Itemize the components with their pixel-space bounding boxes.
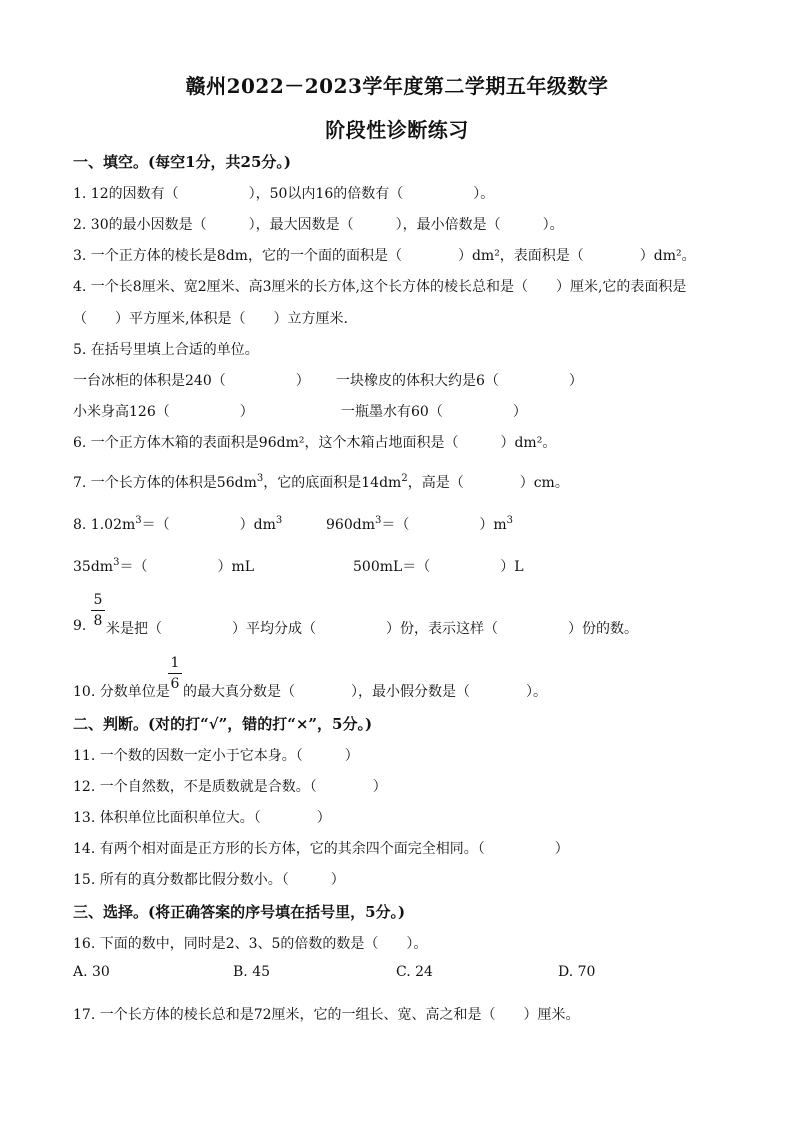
question-7-unit-1: dm (234, 475, 257, 491)
question-9-number: 9. (73, 618, 87, 634)
question-9: 米是把（ ）平均分成（ ）份，表示这样（ ）份的数。 (106, 621, 638, 637)
q8c-unit: dm (90, 559, 114, 575)
question-2: 2. 30的最小因数是（ ），最大因数是（ ），最小倍数是（ ）。 (73, 217, 564, 233)
question-17: 17. 一个长方体的棱长总和是72厘米，它的一组长、宽、高之和是（ ）厘米。 (73, 1007, 580, 1023)
q8a-unit: m (121, 517, 136, 533)
q8b-exp: 3 (374, 515, 382, 526)
question-5-item-d: 一瓶墨水有60（ ） (341, 404, 527, 420)
question-4-line-2: （ ）平方厘米,体积是（ ）立方厘米. (73, 311, 348, 327)
question-10-fraction (168, 655, 182, 692)
question-14: 14. 有两个相对面是正方形的长方体，它的其余四个面完全相同。（ ） (73, 841, 569, 857)
question-10-pre: 10. 分数单位是 (73, 684, 170, 700)
q8a-exp: 3 (135, 515, 142, 526)
q8c-blank: ＝（ ）mL (119, 559, 255, 575)
q8c-value: 35 (73, 559, 91, 575)
page-title: 赣州2022－2023学年度第二学期五年级数学 (185, 74, 609, 98)
section-heading-true-false: 二、判断。(对的打“√”，错的打“×”，5分。) (73, 715, 373, 733)
q8b-unit-2: m (493, 517, 507, 533)
question-11: 11. 一个数的因数一定小于它本身。（ ） (73, 748, 359, 764)
question-15: 15. 所有的真分数都比假分数小。（ ） (73, 872, 345, 888)
q8a-value: 8. 1.02 (73, 517, 122, 533)
question-13: 13. 体积单位比面积单位大。（ ） (73, 810, 331, 826)
page-subtitle: 阶段性诊断练习 (325, 118, 469, 142)
q9-numerator: 5 (93, 592, 103, 608)
question-7-text-a: 7. 一个长方体的体积是56 (73, 475, 235, 491)
question-6: 6. 一个正方体木箱的表面积是96dm²，这个木箱占地面积是（ ）dm²。 (73, 435, 557, 451)
q8a-unit-2: dm (253, 517, 276, 533)
question-5-item-a: 一台冰柜的体积是240（ ） (73, 373, 310, 389)
q9-denominator: 8 (93, 613, 103, 629)
question-16-option-a: A. 30 (73, 964, 110, 980)
q8b-value: 960 (326, 517, 353, 533)
question-10: 的最大真分数是（ ），最小假分数是（ ）。 (183, 684, 547, 700)
question-16-option-c: C. 24 (396, 964, 433, 980)
question-9-fraction (91, 592, 105, 629)
question-7-unit-2: dm (379, 475, 402, 491)
q10-numerator: 1 (170, 655, 180, 671)
question-7-exp-1: 3 (256, 473, 264, 484)
question-7-text-b: ，它的底面积是14 (263, 475, 380, 491)
question-3: 3. 一个正方体的棱长是8dm，它的一个面的面积是（ ）dm²，表面积是（ ）dm²。 (73, 248, 696, 264)
q8a-blank: ＝（ ） (141, 517, 254, 533)
section-heading-choice: 三、选择。(将正确答案的序号填在括号里，5分。) (73, 903, 406, 921)
fraction-bar (91, 610, 105, 611)
q8b-unit: dm (352, 517, 375, 533)
question-16-option-d: D. 70 (558, 964, 596, 980)
question-7-text-c: ，高是（ ）cm。 (407, 475, 569, 491)
question-7 (73, 472, 569, 492)
question-4-line-1: 4. 一个长8厘米、宽2厘米、高3厘米的长方体,这个长方体的棱长总和是（ ）厘米,它的表面积是 (73, 279, 687, 295)
question-8-part-b (326, 514, 513, 534)
question-5-item-b: 一块橡皮的体积大约是6（ ） (336, 373, 583, 389)
section-heading-fill-in: 一、填空。(每空1分，共25分。) (73, 153, 292, 171)
q8a-exp-2: 3 (275, 515, 283, 526)
question-5-item-c: 小米身高126（ ） (73, 404, 254, 420)
question-5: 5. 在括号里填上合适的单位。 (73, 342, 259, 358)
question-16: 16. 下面的数中，同时是2、3、5的倍数的数是（ ）。 (73, 936, 428, 952)
question-8-part-a (73, 514, 282, 534)
question-8-part-c (73, 556, 254, 576)
question-8-part-d: 500mL＝（ ）L (353, 559, 524, 575)
q8b-blank: ＝（ ） (381, 517, 494, 533)
q8c-exp: 3 (113, 557, 120, 568)
question-7-exp-2: 2 (401, 473, 408, 484)
question-1: 1. 12的因数有（ ），50以内16的倍数有（ ）。 (73, 186, 495, 202)
question-16-option-b: B. 45 (233, 964, 271, 980)
question-12: 12. 一个自然数，不是质数就是合数。（ ） (73, 779, 387, 795)
q10-denominator: 6 (170, 676, 180, 692)
q8b-exp-2: 3 (506, 515, 514, 526)
fraction-bar (168, 673, 182, 674)
